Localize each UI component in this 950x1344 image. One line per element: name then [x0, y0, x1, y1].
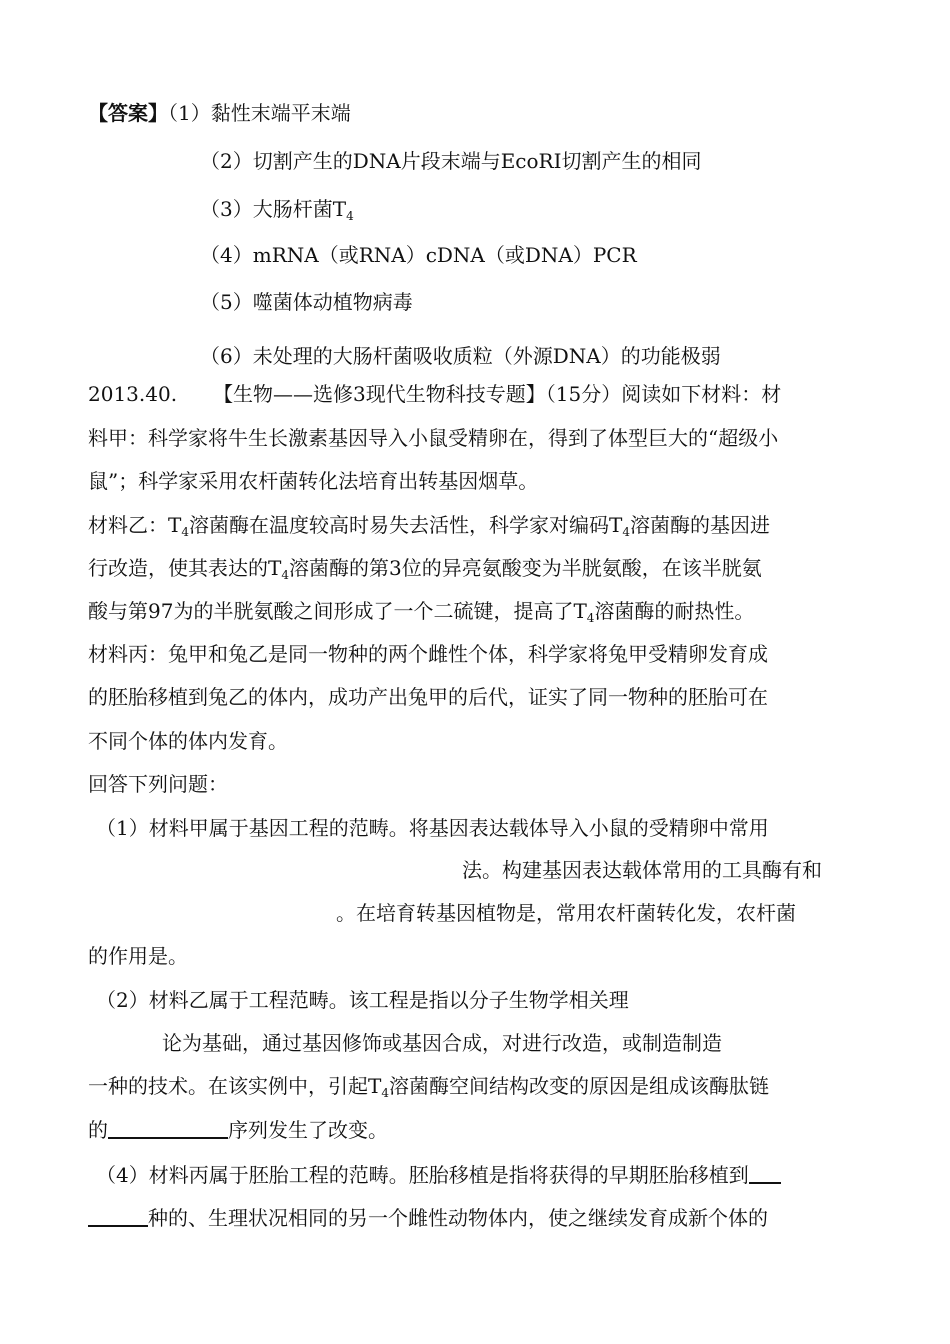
q1-line-1: （1）材料甲属于基因工程的范畴。将基因表达载体导入小鼠的受精卵中常用	[96, 816, 769, 840]
q1-line-3: 。在培育转基因植物是，常用农杆菌转化发，农杆菌	[336, 901, 796, 925]
q2-line-2: 论为基础，通过基因修饰或基因合成，对进行改造，或制造制造	[162, 1031, 722, 1055]
answer-2: （2）切割产生的DNA片段末端与EcoRⅠ切割产生的相同	[200, 149, 702, 173]
question-title	[88, 379, 781, 409]
text-span: 溶菌酶在温度较高时易失去活性，科学家对编码T	[188, 513, 623, 537]
text-span: 行改造，使其表达的T	[88, 556, 282, 580]
text-span: 的	[88, 1118, 108, 1142]
answer-prompt: 回答下列问题：	[88, 772, 228, 796]
answer-blank[interactable]	[749, 1162, 781, 1184]
text-span: 材料乙：T	[88, 513, 182, 537]
material-bing-line-3: 不同个体的体内发育。	[88, 729, 288, 753]
material-yi-line-2	[88, 553, 762, 590]
text-span: 序列发生了改变。	[228, 1118, 388, 1142]
subscript: 4	[622, 525, 630, 539]
q1-line-2: 法。构建基因表达载体常用的工具酶有和	[462, 858, 822, 882]
subscript: 4	[586, 611, 595, 625]
subscript: 4	[346, 209, 354, 223]
question-title-text: 【生物——选修3现代生物科技专题】（15分）阅读如下材料：材	[213, 382, 782, 406]
text-span: 酸与第97为的半胱氨酸之间形成了一个二硫键，提高了T	[88, 599, 587, 623]
answer-blank[interactable]	[88, 1205, 148, 1227]
text-span: 溶菌酶的耐热性。	[594, 599, 755, 623]
material-yi-line-3	[88, 596, 754, 633]
answer-3: （3）大肠杆菌T	[200, 197, 347, 221]
text-span: 溶菌酶的第3位的异亮氨酸变为半胱氨酸，在该半胱氨	[288, 556, 762, 580]
text-span: 溶菌酶的基因进	[629, 513, 770, 537]
text-span: 种的、生理状况相同的另一个雌性动物体内，使之继续发育成新个体的	[148, 1206, 768, 1230]
material-yi-line-1	[88, 510, 770, 547]
q4-line-1	[96, 1160, 781, 1190]
question-year: 2013.40.	[88, 382, 178, 406]
answer-blank[interactable]	[108, 1117, 228, 1139]
material-jia-line-1: 料甲：科学家将牛生长激素基因导入小鼠受精卵在，得到了体型巨大的“超级小	[88, 426, 779, 450]
q1-line-4: 的作用是。	[88, 944, 188, 968]
answer-line-3	[200, 194, 354, 231]
answer-4: （4）mRNA（或RNA）cDNA（或DNA）PCR	[200, 243, 637, 267]
q2-line-4	[88, 1115, 388, 1145]
answer-6: （6）未处理的大肠杆菌吸收质粒（外源DNA）的功能极弱	[200, 344, 721, 368]
subscript: 4	[181, 525, 189, 539]
q2-line-3	[88, 1071, 769, 1108]
answer-heading: 【答案】	[88, 101, 168, 125]
material-bing-line-1: 材料丙：兔甲和兔乙是同一物种的两个雌性个体，科学家将兔甲受精卵发育成	[88, 642, 768, 666]
answer-1: （1）黏性末端平末端	[168, 101, 351, 125]
text-span: 一种的技术。在该实例中，引起T	[88, 1074, 382, 1098]
q4-line-2	[88, 1203, 768, 1233]
text-span: 溶菌酶空间结构改变的原因是组成该酶肽链	[388, 1074, 769, 1098]
material-bing-line-2: 的胚胎移植到兔乙的体内，成功产出兔甲的后代，证实了同一物种的胚胎可在	[88, 685, 768, 709]
material-jia-line-2: 鼠”；科学家采用农杆菌转化法培育出转基因烟草。	[88, 469, 539, 493]
q2-line-1: （2）材料乙属于工程范畴。该工程是指以分子生物学相关理	[96, 988, 629, 1012]
text-span: （4）材料丙属于胚胎工程的范畴。胚胎移植是指将获得的早期胚胎移植到	[96, 1163, 749, 1187]
answer-5: （5）噬菌体动植物病毒	[200, 290, 413, 314]
subscript: 4	[281, 568, 289, 582]
answer-line-1	[88, 98, 351, 128]
subscript: 4	[381, 1086, 389, 1100]
